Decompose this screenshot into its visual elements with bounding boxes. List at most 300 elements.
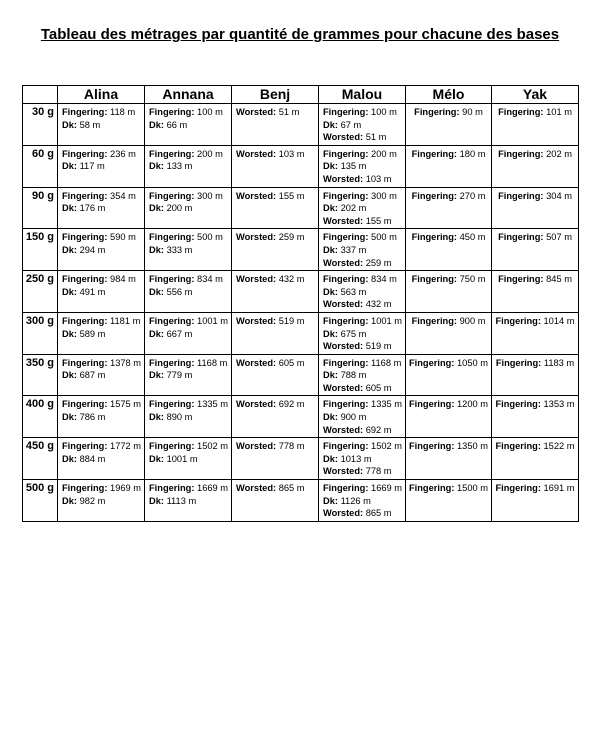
yardage-cell-melo	[406, 312, 492, 354]
yardage-cell-malou	[319, 438, 406, 480]
header-row	[23, 86, 579, 104]
yarn-weight-label: Fingering:	[411, 190, 458, 201]
length-value: 67 m	[337, 119, 362, 130]
yardage-entry	[323, 257, 405, 270]
yarn-weight-label: Dk:	[323, 412, 338, 423]
yardage-entry	[406, 398, 491, 411]
yardage-entry	[62, 411, 144, 424]
length-value: 259 m	[363, 257, 392, 268]
header-yak: Yak	[492, 86, 579, 104]
yardage-entry	[62, 119, 144, 132]
length-value: 118 m	[107, 107, 136, 117]
length-value: 1969 m	[107, 483, 142, 494]
yarn-weight-label: Dk:	[323, 370, 338, 381]
yarn-weight-label: Fingering:	[323, 274, 369, 285]
yarn-weight-label: Fingering:	[62, 107, 108, 117]
yardage-entry	[406, 482, 491, 495]
yardage-entry	[62, 148, 144, 161]
weight-cell: 250 g	[23, 271, 58, 313]
yardage-cell-yak	[492, 480, 579, 522]
yarn-weight-label: Dk:	[62, 328, 77, 339]
yarn-weight-label: Dk:	[62, 203, 77, 214]
length-value: 236 m	[107, 148, 136, 159]
yardage-cell-melo	[406, 187, 492, 229]
yarn-weight-label: Fingering:	[62, 148, 108, 159]
length-value: 519 m	[363, 341, 392, 352]
yardage-entry	[236, 440, 318, 453]
yardage-entry	[149, 328, 231, 341]
yardage-entry	[149, 273, 231, 286]
yarn-weight-label: Fingering:	[149, 399, 195, 410]
yarn-weight-label: Fingering:	[411, 315, 458, 326]
yardage-cell-yak	[492, 438, 579, 480]
yarn-weight-label: Fingering:	[408, 357, 455, 368]
yardage-entry	[62, 286, 144, 299]
yarn-weight-label: Worsted:	[236, 107, 277, 117]
yardage-cell-alina	[58, 480, 145, 522]
yardage-entry	[149, 411, 231, 424]
length-value: 202 m	[543, 148, 572, 159]
yarn-weight-label: Dk:	[62, 244, 77, 255]
yardage-entry	[236, 357, 318, 370]
yarn-weight-label: Fingering:	[62, 483, 108, 494]
length-value: 1502 m	[194, 441, 229, 452]
header-benj: Benj	[232, 86, 319, 104]
yarn-weight-label: Dk:	[62, 119, 77, 130]
length-value: 200 m	[368, 148, 397, 159]
yarn-weight-label: Fingering:	[495, 441, 541, 452]
yardage-entry	[406, 357, 491, 370]
yarn-weight-label: Fingering:	[414, 107, 460, 117]
yardage-entry	[492, 315, 578, 328]
yarn-weight-label: Fingering:	[498, 148, 544, 159]
yardage-cell-benj	[232, 145, 319, 187]
yarn-weight-label: Fingering:	[408, 483, 455, 494]
yarn-weight-label: Dk:	[149, 370, 164, 381]
length-value: 556 m	[163, 286, 193, 297]
length-value: 1168 m	[194, 357, 228, 368]
table-body	[23, 104, 579, 522]
length-value: 180 m	[457, 148, 486, 159]
yarn-weight-label: Dk:	[149, 328, 164, 339]
yardage-entry	[149, 315, 231, 328]
yardage-cell-annana	[145, 104, 232, 146]
yardage-cell-malou	[319, 396, 406, 438]
yarn-weight-label: Fingering:	[323, 190, 369, 201]
yarn-weight-label: Fingering:	[498, 190, 544, 201]
length-value: 103 m	[276, 148, 305, 159]
yarn-weight-label: Worsted:	[323, 424, 364, 435]
yardage-entry	[323, 244, 405, 257]
yardage-entry	[149, 148, 231, 161]
length-value: 354 m	[107, 190, 136, 201]
length-value: 786 m	[76, 412, 106, 423]
yarn-weight-label: Fingering:	[323, 399, 369, 410]
header-weight	[23, 86, 58, 104]
length-value: 884 m	[76, 453, 106, 464]
yardage-cell-annana	[145, 229, 232, 271]
yarn-weight-label: Fingering:	[498, 274, 544, 285]
yarn-weight-label: Fingering:	[498, 107, 544, 117]
yardage-entry	[323, 453, 405, 466]
length-value: 1350 m	[454, 441, 489, 452]
yardage-cell-melo	[406, 480, 492, 522]
length-value: 432 m	[363, 299, 392, 310]
yardage-entry	[406, 273, 491, 286]
yarn-weight-label: Fingering:	[149, 441, 195, 452]
yardage-entry	[492, 482, 578, 495]
length-value: 1772 m	[107, 441, 142, 452]
length-value: 432 m	[276, 274, 305, 285]
yardage-entry	[323, 231, 405, 244]
yardage-entry	[149, 244, 231, 257]
yardage-entry	[323, 106, 405, 119]
length-value: 1500 m	[454, 483, 489, 494]
length-value: 590 m	[107, 232, 136, 243]
header-annana: Annana	[145, 86, 232, 104]
yardage-entry	[323, 298, 405, 311]
yardage-cell-yak	[492, 187, 579, 229]
length-value: 865 m	[363, 508, 392, 519]
length-value: 1168 m	[368, 357, 402, 368]
length-value: 1335 m	[368, 399, 403, 410]
length-value: 100 m	[194, 107, 223, 117]
length-value: 687 m	[76, 370, 106, 381]
yardage-entry	[406, 440, 491, 453]
yardage-cell-malou	[319, 312, 406, 354]
yardage-cell-malou	[319, 145, 406, 187]
yarn-weight-label: Worsted:	[236, 357, 277, 368]
length-value: 51 m	[276, 107, 300, 117]
yarn-weight-label: Dk:	[149, 161, 164, 172]
yardage-cell-yak	[492, 354, 579, 396]
yardage-cell-alina	[58, 354, 145, 396]
length-value: 200 m	[163, 203, 193, 214]
yardage-cell-malou	[319, 354, 406, 396]
table-row	[23, 187, 579, 229]
yardage-cell-annana	[145, 271, 232, 313]
yarn-weight-label: Worsted:	[236, 441, 277, 452]
yardage-cell-benj	[232, 438, 319, 480]
yardage-entry	[62, 453, 144, 466]
length-value: 304 m	[543, 190, 572, 201]
yardage-cell-benj	[232, 354, 319, 396]
yardage-cell-annana	[145, 145, 232, 187]
yardage-cell-yak	[492, 396, 579, 438]
yardage-cell-alina	[58, 229, 145, 271]
yarn-weight-label: Fingering:	[323, 357, 369, 368]
length-value: 155 m	[363, 215, 392, 226]
yardage-cell-yak	[492, 104, 579, 146]
table-row	[23, 104, 579, 146]
yardage-entry	[62, 190, 144, 203]
yardage-entry	[323, 315, 405, 328]
length-value: 982 m	[76, 495, 106, 506]
yardage-cell-benj	[232, 229, 319, 271]
yardage-entry	[323, 160, 405, 173]
yarn-weight-label: Dk:	[62, 161, 77, 172]
yardage-entry	[323, 507, 405, 520]
yarn-weight-label: Dk:	[62, 453, 77, 464]
table-row	[23, 271, 579, 313]
yarn-weight-label: Fingering:	[62, 190, 108, 201]
length-value: 692 m	[276, 399, 305, 410]
table-row	[23, 396, 579, 438]
yardage-cell-malou	[319, 187, 406, 229]
yardage-entry	[149, 357, 231, 370]
yarn-weight-label: Dk:	[149, 203, 164, 214]
yarn-weight-label: Dk:	[323, 495, 338, 506]
length-value: 51 m	[363, 132, 387, 143]
yardage-cell-benj	[232, 271, 319, 313]
yardage-entry	[236, 273, 318, 286]
yardage-entry	[62, 106, 144, 119]
length-value: 1522 m	[540, 441, 575, 452]
length-value: 1378 m	[107, 357, 142, 368]
length-value: 90 m	[459, 107, 483, 117]
length-value: 675 m	[337, 328, 367, 339]
yardage-cell-melo	[406, 104, 492, 146]
length-value: 900 m	[337, 412, 367, 423]
yarn-weight-label: Dk:	[149, 244, 164, 255]
yarn-weight-label: Worsted:	[323, 299, 364, 310]
yarn-weight-label: Fingering:	[149, 315, 195, 326]
yardage-entry	[492, 231, 578, 244]
yardage-entry	[149, 286, 231, 299]
length-value: 845 m	[543, 274, 572, 285]
length-value: 667 m	[163, 328, 193, 339]
yardage-cell-annana	[145, 354, 232, 396]
yarn-weight-label: Fingering:	[323, 483, 369, 494]
header-alina: Alina	[58, 86, 145, 104]
yarn-weight-label: Fingering:	[323, 441, 369, 452]
yardage-entry	[323, 173, 405, 186]
length-value: 750 m	[457, 274, 486, 285]
yardage-cell-alina	[58, 396, 145, 438]
yardage-cell-melo	[406, 354, 492, 396]
yarn-weight-label: Dk:	[323, 453, 338, 464]
yardage-cell-annana	[145, 312, 232, 354]
yarn-weight-label: Worsted:	[236, 315, 277, 326]
yardage-entry	[323, 273, 405, 286]
yardage-cell-benj	[232, 396, 319, 438]
yardage-entry	[406, 315, 491, 328]
yarn-weight-label: Fingering:	[62, 441, 108, 452]
yardage-entry	[492, 106, 578, 119]
yardage-entry	[236, 315, 318, 328]
length-value: 890 m	[163, 412, 193, 423]
length-value: 788 m	[337, 370, 367, 381]
yarn-weight-label: Fingering:	[323, 148, 369, 159]
yarn-weight-label: Dk:	[149, 119, 164, 130]
yarn-weight-label: Fingering:	[495, 483, 541, 494]
yardage-entry	[149, 106, 231, 119]
yarn-weight-label: Worsted:	[323, 341, 364, 352]
yardage-cell-annana	[145, 396, 232, 438]
yardage-entry	[149, 231, 231, 244]
length-value: 1050 m	[454, 357, 489, 368]
yardage-cell-annana	[145, 438, 232, 480]
yardage-entry	[62, 482, 144, 495]
length-value: 133 m	[163, 161, 193, 172]
yarn-weight-label: Worsted:	[323, 215, 364, 226]
length-value: 1183 m	[541, 357, 575, 368]
yardage-cell-yak	[492, 312, 579, 354]
length-value: 337 m	[337, 244, 367, 255]
yarn-weight-label: Fingering:	[62, 274, 108, 285]
yarn-weight-label: Fingering:	[149, 148, 195, 159]
yardage-entry	[323, 424, 405, 437]
yardage-entry	[323, 328, 405, 341]
length-value: 450 m	[457, 232, 486, 243]
yardage-entry	[492, 190, 578, 203]
yarn-weight-label: Fingering:	[149, 232, 195, 243]
yarn-weight-label: Fingering:	[323, 232, 369, 243]
length-value: 270 m	[457, 190, 486, 201]
yardage-entry	[62, 328, 144, 341]
table-row	[23, 480, 579, 522]
yarn-weight-label: Fingering:	[498, 232, 544, 243]
yardage-cell-malou	[319, 271, 406, 313]
yardage-cell-alina	[58, 145, 145, 187]
yardage-entry	[323, 465, 405, 478]
yardage-entry	[492, 357, 578, 370]
yarn-weight-label: Dk:	[149, 412, 164, 423]
yardage-cell-benj	[232, 104, 319, 146]
yarn-weight-label: Worsted:	[236, 274, 277, 285]
length-value: 66 m	[163, 119, 188, 130]
yardage-entry	[323, 190, 405, 203]
yardage-cell-annana	[145, 480, 232, 522]
length-value: 834 m	[194, 274, 223, 285]
yarn-weight-label: Dk:	[323, 119, 338, 130]
yardage-entry	[406, 190, 491, 203]
length-value: 294 m	[76, 244, 106, 255]
yardage-cell-alina	[58, 312, 145, 354]
yardage-cell-melo	[406, 229, 492, 271]
yardage-entry	[323, 440, 405, 453]
yardage-entry	[406, 148, 491, 161]
yardage-entry	[323, 411, 405, 424]
length-value: 1181 m	[107, 315, 141, 326]
length-value: 834 m	[368, 274, 397, 285]
yardage-entry	[492, 440, 578, 453]
yardage-entry	[236, 482, 318, 495]
yardage-entry	[323, 148, 405, 161]
yarn-weight-label: Fingering:	[408, 441, 455, 452]
yardage-entry	[323, 286, 405, 299]
length-value: 589 m	[76, 328, 106, 339]
length-value: 200 m	[194, 148, 223, 159]
length-value: 300 m	[368, 190, 397, 201]
yarn-weight-label: Dk:	[149, 453, 164, 464]
yarn-weight-label: Fingering:	[149, 483, 195, 494]
yarn-weight-label: Fingering:	[495, 399, 541, 410]
yardage-entry	[323, 215, 405, 228]
table-row	[23, 312, 579, 354]
yardage-cell-yak	[492, 229, 579, 271]
length-value: 259 m	[276, 232, 305, 243]
yarn-weight-label: Fingering:	[149, 190, 195, 201]
yarn-weight-label: Worsted:	[323, 382, 364, 393]
yardage-entry	[323, 131, 405, 144]
yarn-weight-label: Fingering:	[62, 399, 108, 410]
length-value: 333 m	[163, 244, 193, 255]
yardage-entry	[62, 440, 144, 453]
yarn-weight-label: Fingering:	[62, 315, 108, 326]
length-value: 1001 m	[194, 315, 229, 326]
yarn-weight-label: Fingering:	[408, 399, 455, 410]
yarn-weight-label: Worsted:	[236, 399, 277, 410]
length-value: 563 m	[337, 286, 367, 297]
yarn-weight-label: Fingering:	[495, 357, 542, 368]
yardage-entry	[323, 482, 405, 495]
yardage-entry	[62, 495, 144, 508]
yardage-cell-alina	[58, 438, 145, 480]
yardage-cell-alina	[58, 104, 145, 146]
yarn-weight-label: Dk:	[149, 495, 164, 506]
yarn-weight-label: Fingering:	[323, 315, 369, 326]
length-value: 1502 m	[368, 441, 403, 452]
yarn-weight-label: Worsted:	[236, 148, 277, 159]
length-value: 507 m	[543, 232, 572, 243]
yardage-entry	[323, 202, 405, 215]
yardage-entry	[149, 190, 231, 203]
yardage-entry	[149, 398, 231, 411]
yardage-cell-malou	[319, 104, 406, 146]
length-value: 500 m	[194, 232, 223, 243]
length-value: 202 m	[337, 203, 367, 214]
length-value: 519 m	[276, 315, 305, 326]
length-value: 117 m	[76, 161, 105, 172]
yarn-weight-label: Dk:	[323, 286, 338, 297]
yardage-entry	[492, 398, 578, 411]
length-value: 692 m	[363, 424, 392, 435]
length-value: 1013 m	[337, 453, 372, 464]
length-value: 58 m	[76, 119, 101, 130]
yardage-cell-malou	[319, 480, 406, 522]
yardage-cell-melo	[406, 396, 492, 438]
weight-cell: 300 g	[23, 312, 58, 354]
yardage-entry	[236, 106, 318, 119]
header-melo: Mélo	[406, 86, 492, 104]
yardage-entry	[406, 231, 491, 244]
length-value: 605 m	[276, 357, 305, 368]
yardage-entry	[62, 202, 144, 215]
length-value: 1691 m	[540, 483, 575, 494]
yardage-entry	[323, 369, 405, 382]
yarn-weight-label: Dk:	[323, 161, 338, 172]
weight-cell: 30 g	[23, 104, 58, 146]
yardage-entry	[62, 244, 144, 257]
length-value: 100 m	[368, 107, 397, 117]
yarn-weight-label: Fingering:	[411, 148, 458, 159]
yarn-weight-label: Fingering:	[495, 315, 541, 326]
yardage-entry	[62, 398, 144, 411]
table-row	[23, 145, 579, 187]
yardage-entry	[236, 398, 318, 411]
yardage-cell-malou	[319, 229, 406, 271]
length-value: 778 m	[276, 441, 305, 452]
yarn-weight-label: Fingering:	[411, 232, 458, 243]
length-value: 101 m	[543, 107, 572, 117]
yarn-weight-label: Fingering:	[62, 232, 108, 243]
yardage-entry	[149, 202, 231, 215]
yardage-cell-benj	[232, 187, 319, 229]
table-row	[23, 229, 579, 271]
yardage-cell-benj	[232, 312, 319, 354]
yardage-cell-alina	[58, 187, 145, 229]
